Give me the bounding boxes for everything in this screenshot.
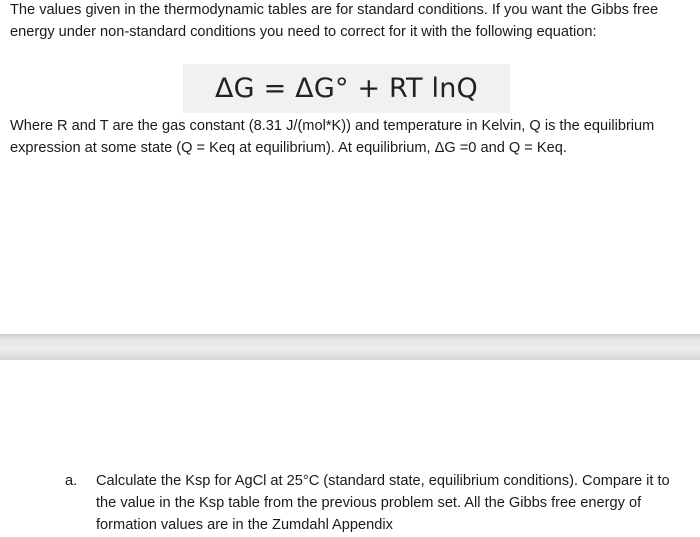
intro-paragraph: The values given in the thermodynamic tables are for standard conditions. If you want the Gibbs free energy under non-standard conditions you need to correct for it with the following equation: <box>10 2 659 40</box>
question-marker: a. <box>65 473 78 489</box>
gibbs-equation: ΔG = ΔG° + RT lnQ <box>215 73 478 104</box>
question-text: Calculate the Ksp for AgCl at 25°C (standard state, equilibrium conditions). Compare it to the value in the Ksp table from the previous problem set. All the Gibbs free energy of formation values are in the Zumdahl Appendix <box>96 473 670 533</box>
explanation-paragraph: Where R and T are the gas constant (8.31 J/(mol*K)) and temperature in Kelvin, Q is the equilibrium expression at some state (Q = Keq at equilibrium). At equilibrium, ΔG =0 and Q = Keq. <box>10 118 655 156</box>
equation-box <box>183 64 510 113</box>
section-divider <box>0 334 700 360</box>
